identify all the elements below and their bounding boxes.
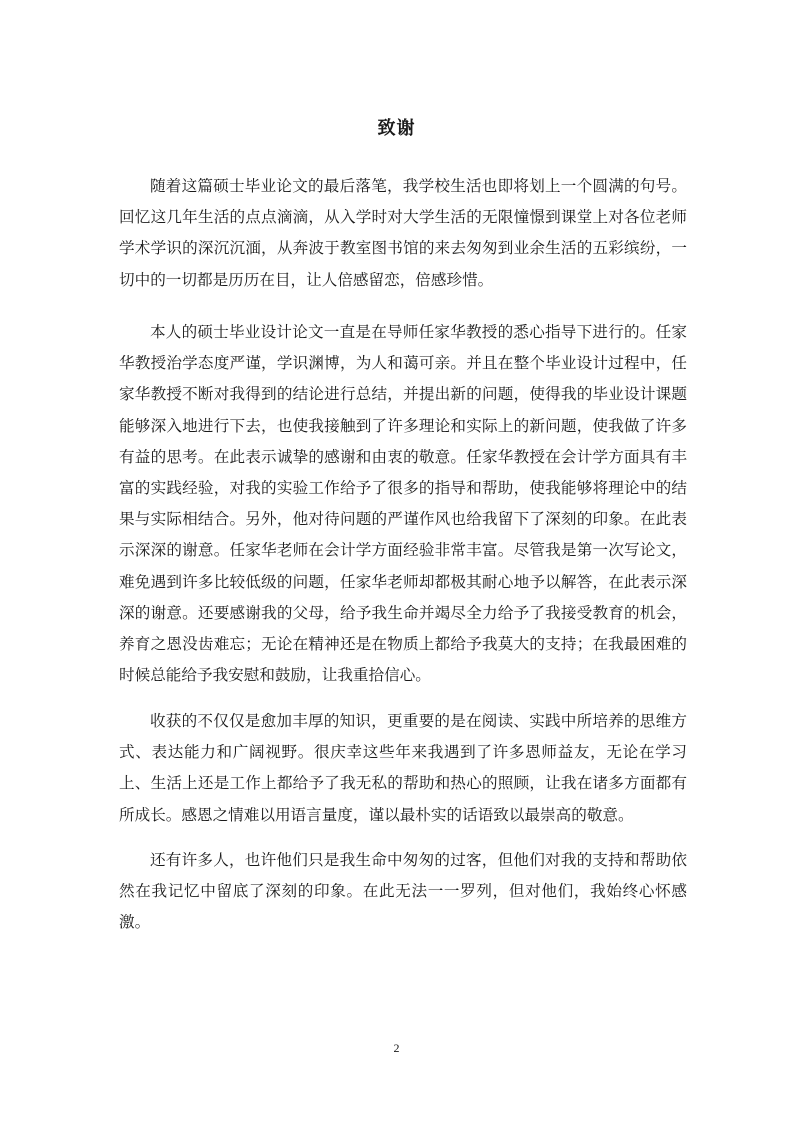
body-paragraph-4: 还有许多人，也许他们只是我生命中匆匆的过客，但他们对我的支持和帮助依然在我记忆中留底了深刻的印象。在此无法一一罗列，但对他们，我始终心怀感激。	[119, 851, 687, 932]
page-number: 2	[393, 1041, 400, 1055]
page-title: 致谢	[377, 118, 416, 140]
body-paragraph-3: 收获的不仅仅是愈加丰厚的知识，更重要的是在阅读、实践中所培养的思维方式、表达能力和广阔视野。很庆幸这些年来我遇到了许多恩师益友，无论在学习上、生活上还是工作上都给予了我无私的帮助和热心的照顾，让我在诸多方面都有所成长。感恩之情难以用语言量度，谨以最朴实的话语致以最崇高的敬意。	[119, 712, 687, 824]
body-paragraph-1: 随着这篇硕士毕业论文的最后落笔，我学校生活也即将划上一个圆满的句号。回忆这几年生活的点点滴滴，从入学时对大学生活的无限憧憬到课堂上对各位老师学术学识的深沉沉湎，从奔波于教室图书馆的来去匆匆到业余生活的五彩缤纷，一切中的一切都是历历在目，让人倍感留恋，倍感珍惜。	[119, 177, 687, 289]
body-paragraph-2: 本人的硕士毕业设计论文一直是在导师任家华教授的悉心指导下进行的。任家华教授治学态度严谨，学识渊博，为人和蔼可亲。并且在整个毕业设计过程中，任家华教授不断对我得到的结论进行总结，并提出新的问题，使得我的毕业设计课题能够深入地进行下去，也使我接触到了许多理论和实际上的新问题，使我做了许多有益的思考。在此表示诚挚的感谢和由衷的敬意。任家华教授在会计学方面具有丰富的实践经验，对我的实验工作给予了很多的指导和帮助，使我能够将理论中的结果与实际相结合。另外，他对待问题的严谨作风也给我留下了深刻的印象。在此表示深深的谢意。任家华老师在会计学方面经验非常丰富。尽管我是第一次写论文，难免遇到许多比较低级的问题，任家华老师却都极其耐心地予以解答，在此表示深深的谢意。还要感谢我的父母，给予我生命并竭尽全力给予了我接受教育的机会，养育之恩没齿难忘；无论在精神还是在物质上都给予我莫大的支持；在我最困难的时候总能给予我安慰和鼓励，让我重拾信心。	[119, 323, 687, 685]
